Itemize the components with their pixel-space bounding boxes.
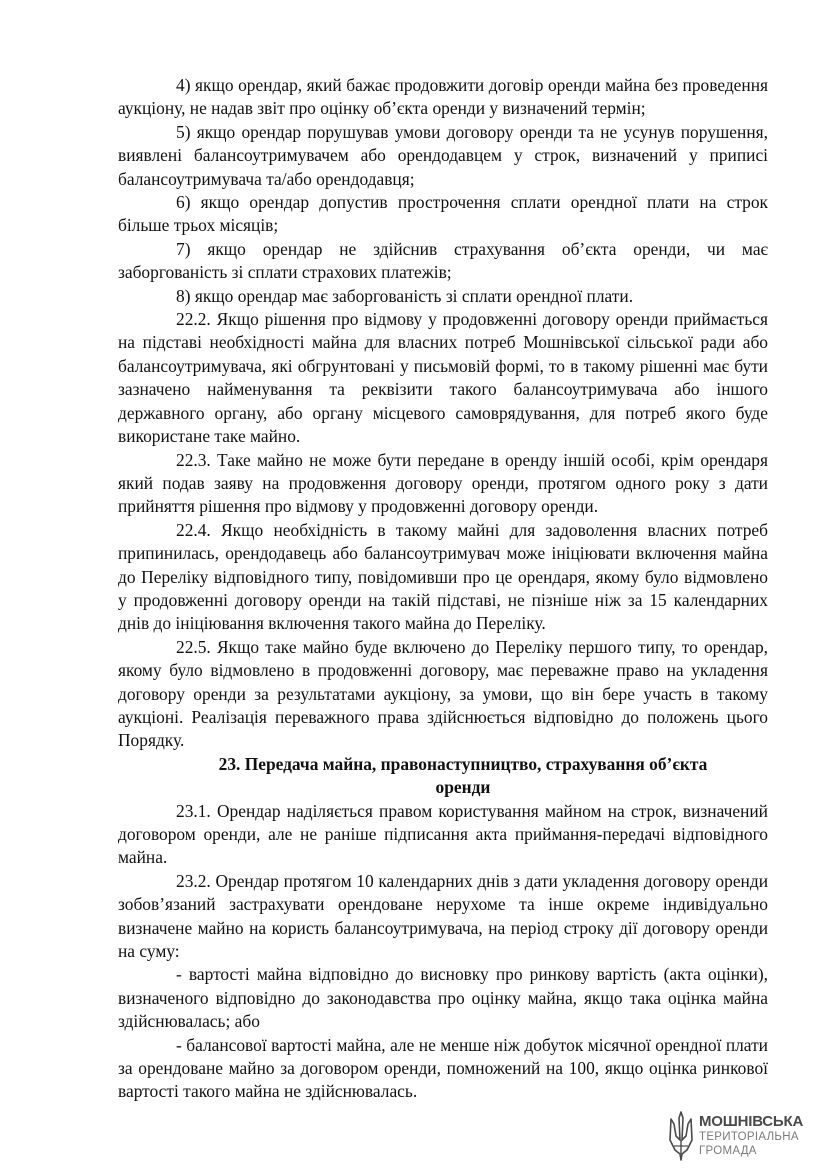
paragraph-item-4: 4) якщо орендар, який бажає продовжити договір оренди майна без проведення аукціону, не надав звіт про оцінку об’єкта оренди у визначений термін; <box>118 75 768 119</box>
paragraph-item-5: 5) якщо орендар порушував умови договору оренди та не усунув порушення, виявлені балансоутримувачем або орендодавцем у строк, визначений у приписі балансоутримувача та/або орендодавця; <box>118 121 768 189</box>
logo-subtitle-1: ТЕРИТОРІАЛЬНА <box>699 1131 799 1143</box>
paragraph-22-3: 22.3. Таке майно не може бути передане в оренду іншій особі, крім орендаря який подав заяву на продовження договору оренди, протягом одного року з дати прийняття рішення про відмову у продовженні договору оренди. <box>118 449 768 517</box>
paragraph-23-2: 23.2. Орендар протягом 10 календарних днів з дати укладення договору оренди зобов’язаний застрахувати орендоване нерухоме та інше окреме індивідуально визначене майно на користь балансоутримувача, на період строку дії договору оренди на суму: <box>118 870 768 962</box>
trident-icon <box>668 1110 694 1162</box>
paragraph-bullet-balance-value: - балансової вартості майна, але не менше ніж добуток місячної орендної плати за орендоване майно за договором оренди, помножений на 100, якщо оцінка ринкової вартості такого майна не здійснювалась. <box>118 1034 768 1102</box>
logo-title: МОШНІВСЬКА <box>699 1113 804 1130</box>
paragraph-22-5: 22.5. Якщо таке майно буде включено до Переліку першого типу, то орендар, якому було відмовлено в продовженні договору, має переважне право на укладення договору оренди за результатами аукціону, за умови, що він бере участь в такому аукціоні. Реалізація переважного права здійснюється відповідно до положень цього Порядку. <box>118 636 768 751</box>
paragraph-22-2: 22.2. Якщо рішення про відмову у продовженні договору оренди приймається на підставі необхідності майна для власних потреб Мошнівської сільської ради або балансоутримувача, які обгрунтовані у письмовій формі, то в такому рішенні має бути зазначено найменування та реквізити такого балансоутримувача або іншого державного органу, або органу місцевого самоврядування, для потреб якого буде використане таке майно. <box>118 309 768 447</box>
paragraph-23-1: 23.1. Орендар наділяється правом користування майном на строк, визначений договором оренди, але не раніше підписання акта приймання-передачі відповідного майна. <box>118 800 768 868</box>
section-heading-line1: 23. Передача майна, правонаступництво, страхування об’єкта <box>218 753 708 774</box>
section-heading-line2: оренди <box>435 777 491 798</box>
paragraph-item-7: 7) якщо орендар не здійснив страхування об’єкта оренди, чи має заборгованість зі сплати страхових платежів; <box>118 238 768 283</box>
paragraph-bullet-market-value: - вартості майна відповідно до висновку про ринкову вартість (акта оцінки), визначеного відповідно до законодавства про оцінку майна, якщо така оцінка майна здійснювалась; або <box>118 964 768 1032</box>
community-logo <box>668 1110 804 1162</box>
logo-subtitle-2: ГРОМАДА <box>699 1145 757 1157</box>
paragraph-item-6: 6) якщо орендар допустив прострочення сплати орендної плати на строк більше трьох місяців; <box>118 192 768 236</box>
section-heading-23 <box>118 753 768 800</box>
paragraph-22-4: 22.4. Якщо необхідність в такому майні для задоволення власних потреб припинилась, орендодавець або балансоутримувач може ініціювати включення майна до Переліку відповідного типу, повідомивши про це орендаря, якому було відмовлено у продовженні договору оренди на такій підставі, не пізніше ніж за 15 календарних днів до ініціювання включення такого майна до Переліку. <box>118 519 768 634</box>
document-body <box>118 74 768 1104</box>
paragraph-item-8: 8) якщо орендар має заборгованість зі сплати орендної плати. <box>176 285 634 306</box>
